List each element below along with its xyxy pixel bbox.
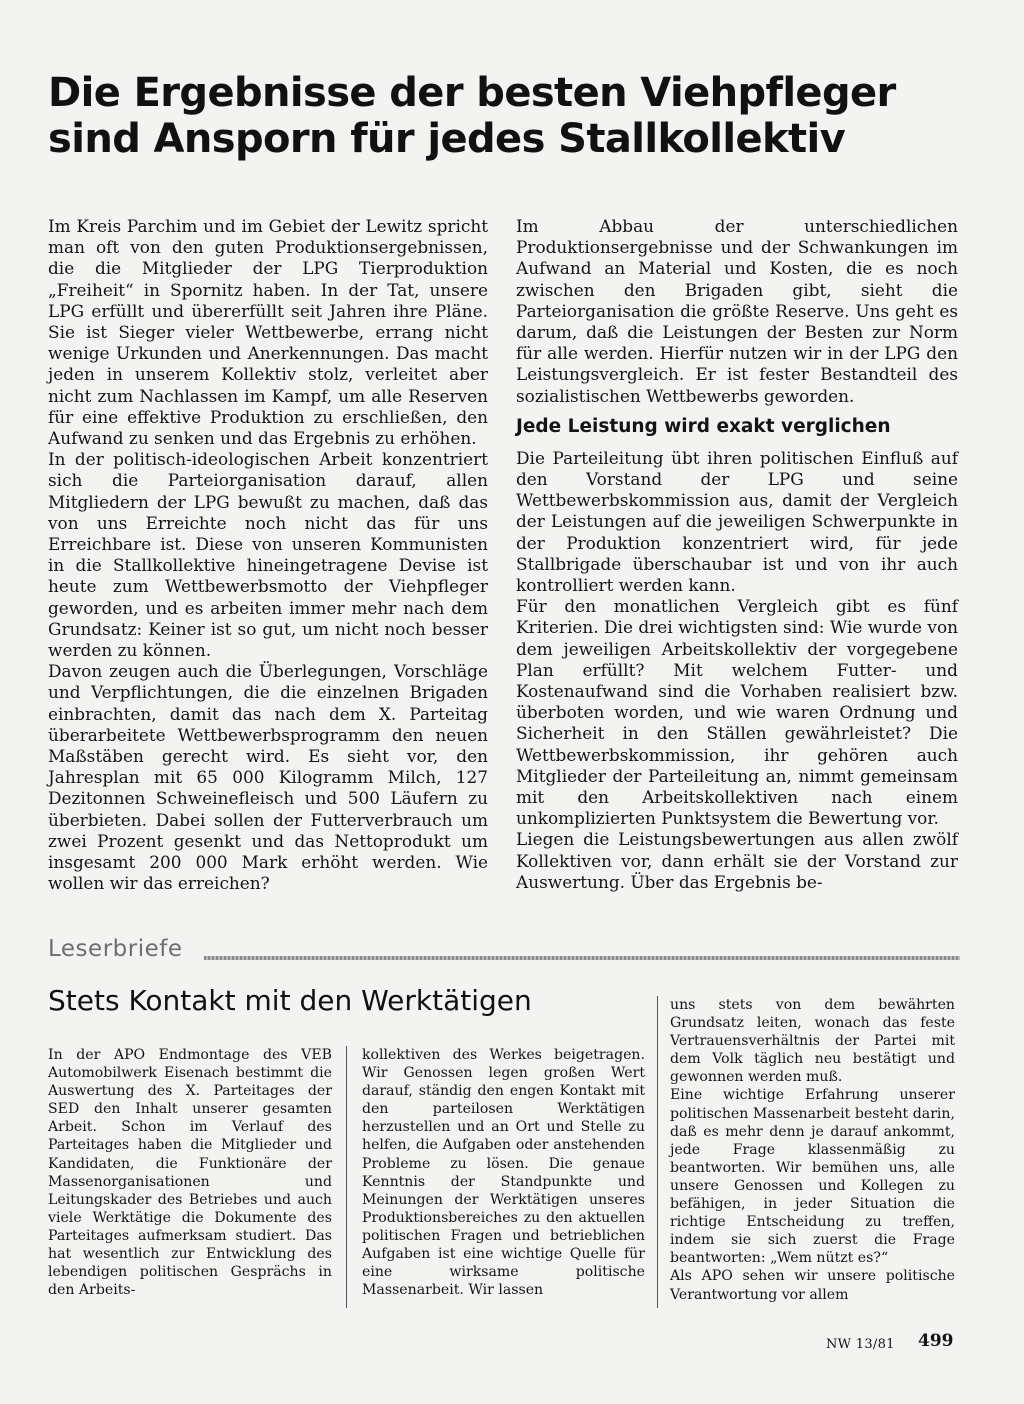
page-number: 499 <box>918 1331 954 1351</box>
paragraph: In der APO Endmontage des VEB Automobilwerk Eisenach bestimmt die Auswertung des X. Parteitages der SED den Inhalt unserer gesamten Arbeit. Schon im Verlauf des Parteitages haben die Mitglieder und Kandidaten, die Funktionäre der Massenorganisationen und Leitungskader des Betriebes und auch viele Werktätige die Dokumente des Parteitages aufmerksam studiert. Das hat wesentlich zur Entwicklung des lebendigen politischen Gesprächs in den Arbeits- <box>48 1047 332 1299</box>
paragraph: Als APO sehen wir unsere politische Verantwortung vor allem <box>670 1268 955 1303</box>
subheading: Jede Leistung wird exakt verglichen <box>516 415 891 437</box>
issue-number: NW 13/81 <box>826 1337 895 1352</box>
article-column-1 <box>48 216 488 895</box>
paragraph: kollektiven des Werkes beigetragen. Wir Genossen legen großen Wert darauf, ständig den engen Kontakt mit den parteilosen Werktätigen herzustellen und an Ort und Stelle zu helfen, die Aufgaben oder anstehenden Probleme zu lösen. Die genaue Kenntnis der Standpunkte und Meinungen der Werktätigen unseres Produktionsbereiches zu den aktuellen politischen Fragen und betrieblichen Aufgaben ist eine wichtige Quelle für eine wirksame politische Massenarbeit. Wir lassen <box>362 1047 645 1299</box>
letters-column-1 <box>48 1046 332 1299</box>
letters-headline: Stets Kontakt mit den Werktätigen <box>48 984 532 1017</box>
headline-line-1: Die Ergebnisse der besten Viehpfleger <box>48 70 896 116</box>
paragraph: Liegen die Leistungsbewertungen aus allen zwölf Kollektiven vor, dann erhält sie der Vorstand zur Auswertung. Über das Ergebnis be- <box>516 829 958 892</box>
letters-column-2 <box>362 1046 645 1299</box>
paragraph: uns stets von dem bewährten Grundsatz leiten, wonach das feste Vertrauensverhältnis der Partei mit dem Volk täglich neu bestätigt und gewonnen werden muß. <box>670 997 955 1086</box>
article-column-2 <box>516 216 958 893</box>
paragraph: In der politisch-ideologischen Arbeit konzentriert sich die Parteiorganisation darauf, allen Mitgliedern der LPG bewußt zu machen, daß das von uns Erreichte noch nicht das für uns Erreichbare ist. Diese von unseren Kommunisten in die Stallkollektive hineingetragene Devise ist heute zum Wettbewerbsmotto der Viehpfleger geworden, und es arbeiten immer mehr nach dem Grundsatz: Keiner ist so gut, um nicht noch besser werden zu können. <box>48 449 488 661</box>
column-divider <box>657 996 658 1308</box>
column-divider <box>346 1046 347 1308</box>
letters-column-3 <box>670 996 955 1304</box>
paragraph: Für den monatlichen Vergleich gibt es fünf Kriterien. Die drei wichtigsten sind: Wie wurde von dem jeweiligen Arbeitskollektiv der vorgegebene Plan erfüllt? Mit welchem Futter- und Kostenaufwand sind die Vorhaben realisiert bzw. überboten worden, und wie waren Ordnung und Sicherheit in den Ställen gewährleistet? Die Wettbewerbskommission, ihr gehören auch Mitglieder der Parteileitung an, nimmt gemeinsam mit den Arbeitskollektiven nach einem unkomplizierten Punktsystem die Bewertung vor. <box>516 596 958 829</box>
paragraph: Die Parteileitung übt ihren politischen Einfluß auf den Vorstand der LPG und seine Wettbewerbskommission aus, damit der Vergleich der Leistungen auf die jeweiligen Schwerpunkte in der Produktion konzentriert wird, für jede Stallbrigade überschaubar ist und von ihr auch kontrolliert werden kann. <box>516 447 958 596</box>
article-headline <box>48 70 998 162</box>
paragraph: Davon zeugen auch die Überlegungen, Vorschläge und Verpflichtungen, die die einzelnen Brigaden einbrachten, damit das nach dem X. Parteitag überarbeitete Wettbewerbsprogramm den neuen Maßstäben gerecht wird. Es sieht vor, den Jahresplan mit 65 000 Kilogramm Milch, 127 Dezitonnen Schweinefleisch und 500 Läufern zu überbieten. Dabei sollen der Futterverbrauch um zwei Prozent gesenkt und das Nettoprodukt um insgesamt 200 000 Mark erhöht werden. Wie wollen wir das erreichen? <box>48 661 488 894</box>
paragraph: Im Kreis Parchim und im Gebiet der Lewitz spricht man oft von den guten Produktionsergebnissen, die die Mitglieder der LPG Tierproduktion „Freiheit“ in Spornitz haben. In der Tat, unsere LPG erfüllt und übererfüllt seit Jahren ihre Pläne. Sie ist Sieger vieler Wettbewerbe, errang nicht wenige Urkunden und Anerkennungen. Das macht jeden in unserem Kollektiv stolz, verleitet aber nicht zum Nachlassen im Kampf, um alle Reserven für eine effektive Produktion zu erschließen, den Aufwand zu senken und das Ergebnis zu erhöhen. <box>48 216 488 449</box>
section-label: Leserbriefe <box>48 936 183 962</box>
headline-line-2: sind Ansporn für jedes Stallkollektiv <box>48 116 846 162</box>
paragraph: Im Abbau der unterschiedlichen Produktionsergebnisse und der Schwankungen im Aufwand an Material und Kosten, die es noch zwischen den Brigaden gibt, sieht die Parteiorganisation die größte Reserve. Uns geht es darum, daß die Leistungen der Besten zur Norm für alle werden. Hierfür nutzen wir in der LPG den Leistungsvergleich. Er ist fester Bestandteil des sozialistischen Wettbewerbs geworden. <box>516 216 958 406</box>
paragraph: Eine wichtige Erfahrung unserer politischen Massenarbeit besteht darin, daß es mehr denn je darauf ankommt, jede Frage klassenmäßig zu beantworten. Wir bemühen uns, alle unsere Genossen und Kollegen zu befähigen, in jeder Situation die richtige Entscheidung zu treffen, indem sie sich zuerst die Frage beantworten: „Wem nützt es?“ <box>670 1087 955 1267</box>
section-divider <box>204 956 960 960</box>
